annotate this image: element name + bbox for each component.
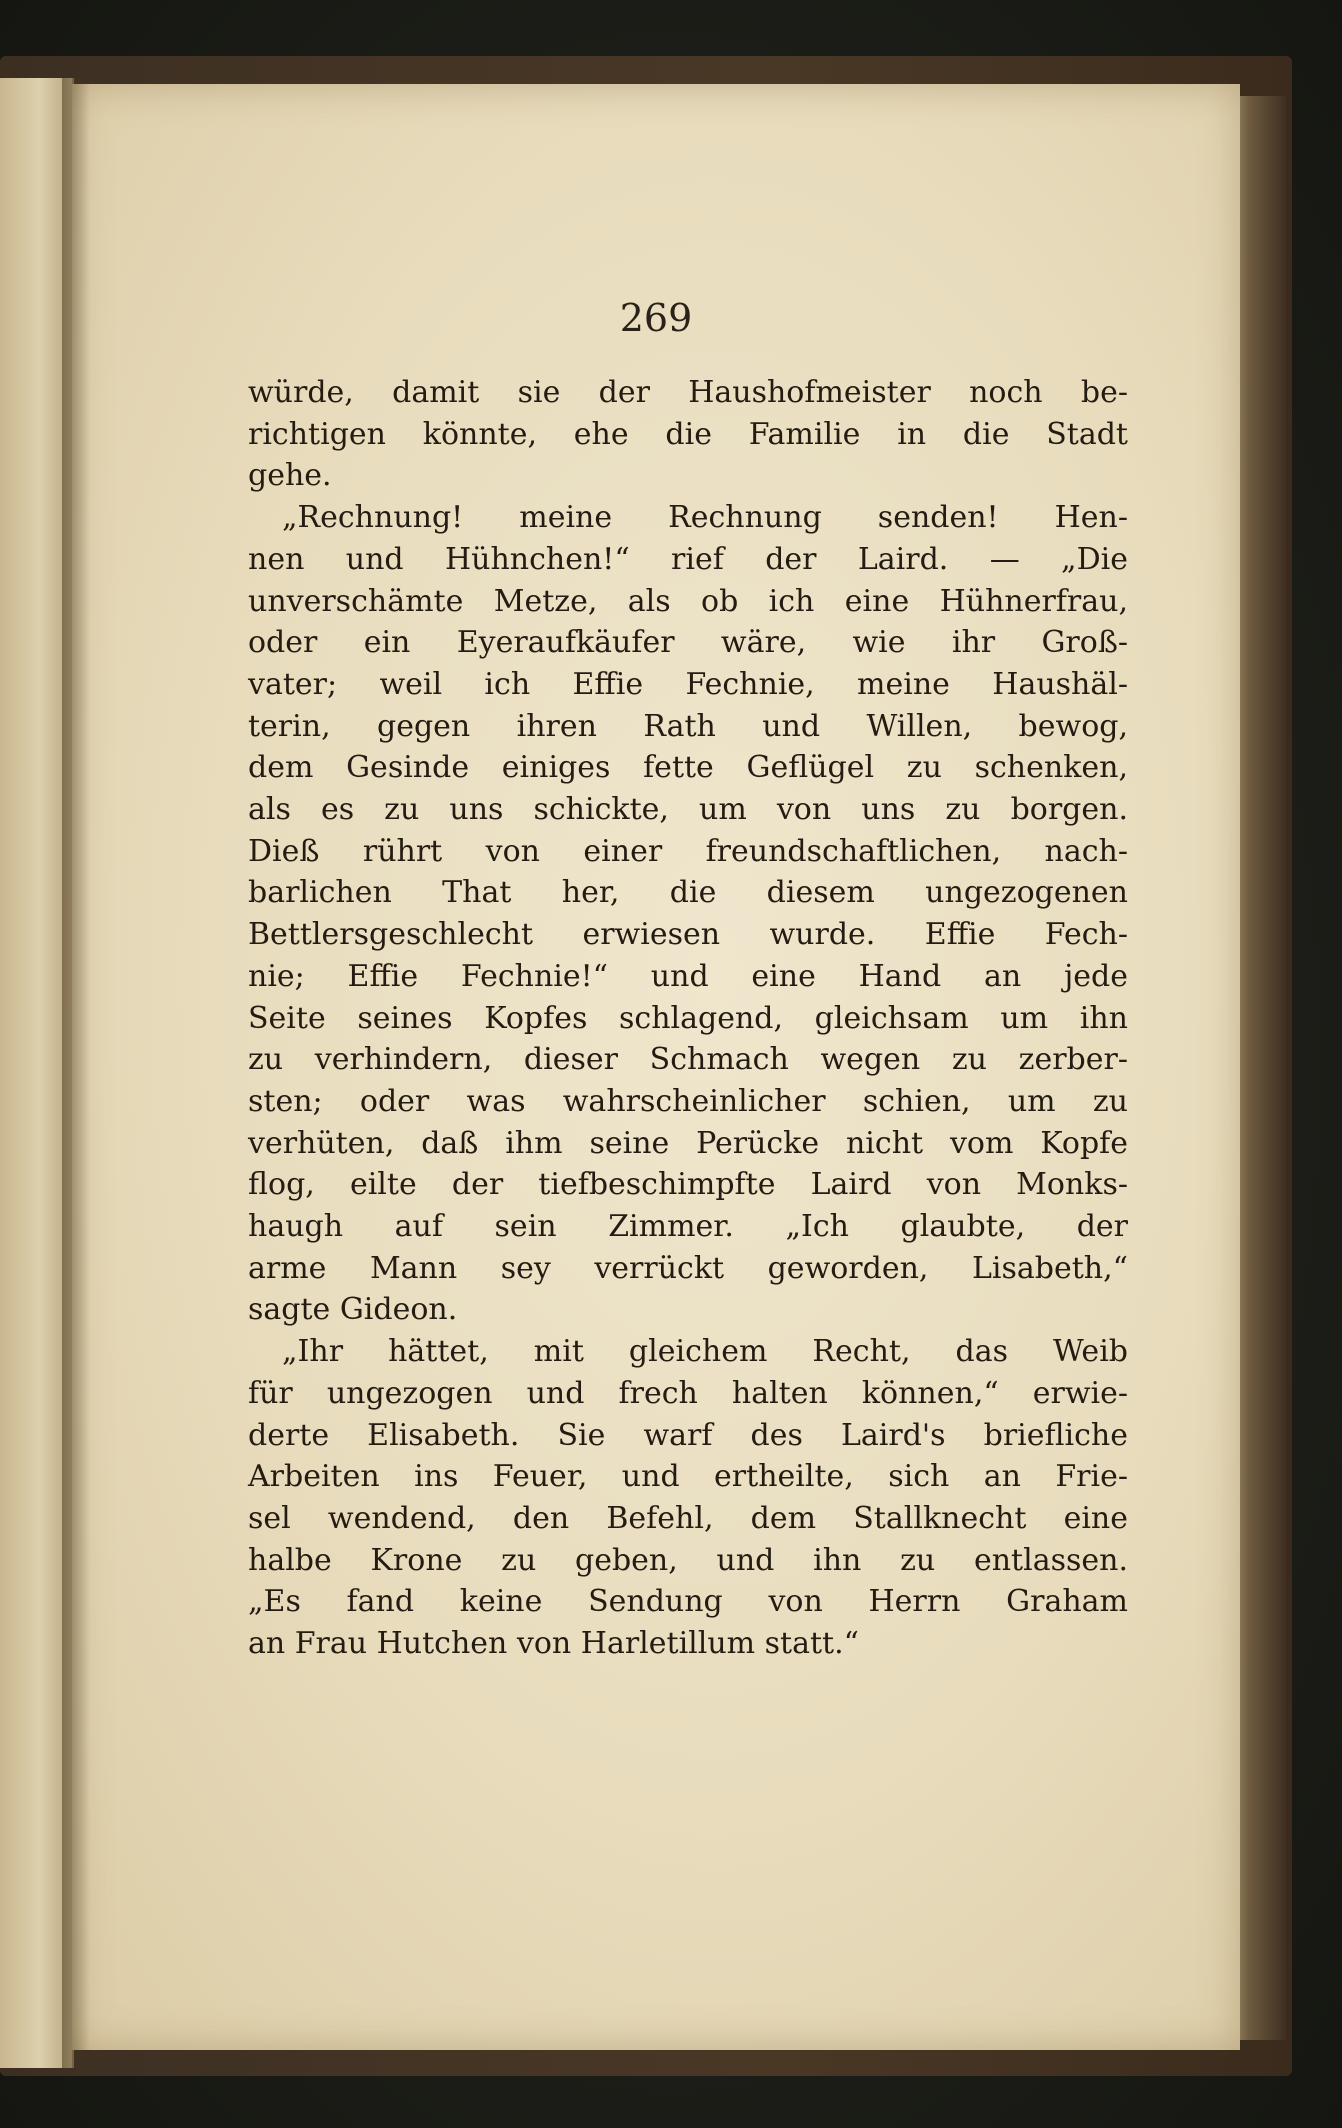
page-number: 269 bbox=[619, 296, 693, 340]
text-line: arme Mann sey verrückt geworden, Lisabeth,“ bbox=[248, 1250, 1128, 1286]
book-page bbox=[72, 84, 1240, 2050]
text-line: Arbeiten ins Feuer, und ertheilte, sich an Frie- bbox=[248, 1459, 1128, 1495]
text-line: Bettlersgeschlecht erwiesen wurde. Effie Fech- bbox=[248, 917, 1128, 953]
text-line: vater; weil ich Effie Fechnie, meine Haushäl- bbox=[248, 666, 1128, 702]
text-line: unverschämte Metze, als ob ich eine Hühnerfrau, bbox=[248, 583, 1128, 619]
page-text bbox=[248, 372, 1128, 1665]
text-line: oder ein Eyeraufkäufer wäre, wie ihr Groß- bbox=[248, 625, 1128, 661]
text-line: haugh auf sein Zimmer. „Ich glaubte, der bbox=[248, 1209, 1128, 1245]
text-line: nen und Hühnchen!“ rief der Laird. — „Die bbox=[248, 541, 1128, 577]
text-line: gehe. bbox=[248, 458, 332, 494]
text-line: terin, gegen ihren Rath und Willen, bewog, bbox=[248, 708, 1128, 744]
text-line: „Ihr hättet, mit gleichem Recht, das Weib bbox=[282, 1334, 1128, 1370]
text-line: barlichen That her, die diesem ungezogenen bbox=[248, 875, 1128, 911]
text-line: würde, damit sie der Haushofmeister noch be- bbox=[248, 375, 1128, 410]
text-line: sten; oder was wahrscheinlicher schien, um zu bbox=[248, 1083, 1128, 1119]
text-line: dem Gesinde einiges fette Geflügel zu schenken, bbox=[248, 750, 1128, 786]
text-line: derte Elisabeth. Sie warf des Laird's briefliche bbox=[248, 1417, 1128, 1453]
text-line: halbe Krone zu geben, und ihn zu entlassen. bbox=[248, 1542, 1128, 1578]
gutter-shadow bbox=[62, 78, 90, 2068]
text-line: an Frau Hutchen von Harletillum statt.“ bbox=[248, 1626, 859, 1662]
text-line: richtigen könnte, ehe die Familie in die Stadt bbox=[248, 416, 1128, 452]
text-line: flog, eilte der tiefbeschimpfte Laird von Monks- bbox=[248, 1167, 1128, 1203]
text-line: für ungezogen und frech halten können,“ erwie- bbox=[248, 1375, 1128, 1411]
text-line: sel wendend, den Befehl, dem Stallknecht eine bbox=[248, 1500, 1128, 1536]
text-line: sagte Gideon. bbox=[248, 1292, 458, 1328]
text-line: als es zu uns schickte, um von uns zu borgen. bbox=[248, 792, 1128, 828]
text-line: zu verhindern, dieser Schmach wegen zu zerber- bbox=[248, 1042, 1128, 1078]
text-line: nie; Effie Fechnie!“ und eine Hand an jede bbox=[248, 958, 1128, 994]
text-line: „Es fand keine Sendung von Herrn Graham bbox=[248, 1584, 1128, 1620]
text-line: „Rechnung! meine Rechnung senden! Hen- bbox=[282, 500, 1128, 536]
text-line: Dieß rührt von einer freundschaftlichen, nach- bbox=[248, 833, 1128, 869]
text-line: Seite seines Kopfes schlagend, gleichsam um ihn bbox=[248, 1000, 1128, 1036]
text-line: verhüten, daß ihm seine Perücke nicht vom Kopfe bbox=[248, 1125, 1128, 1161]
